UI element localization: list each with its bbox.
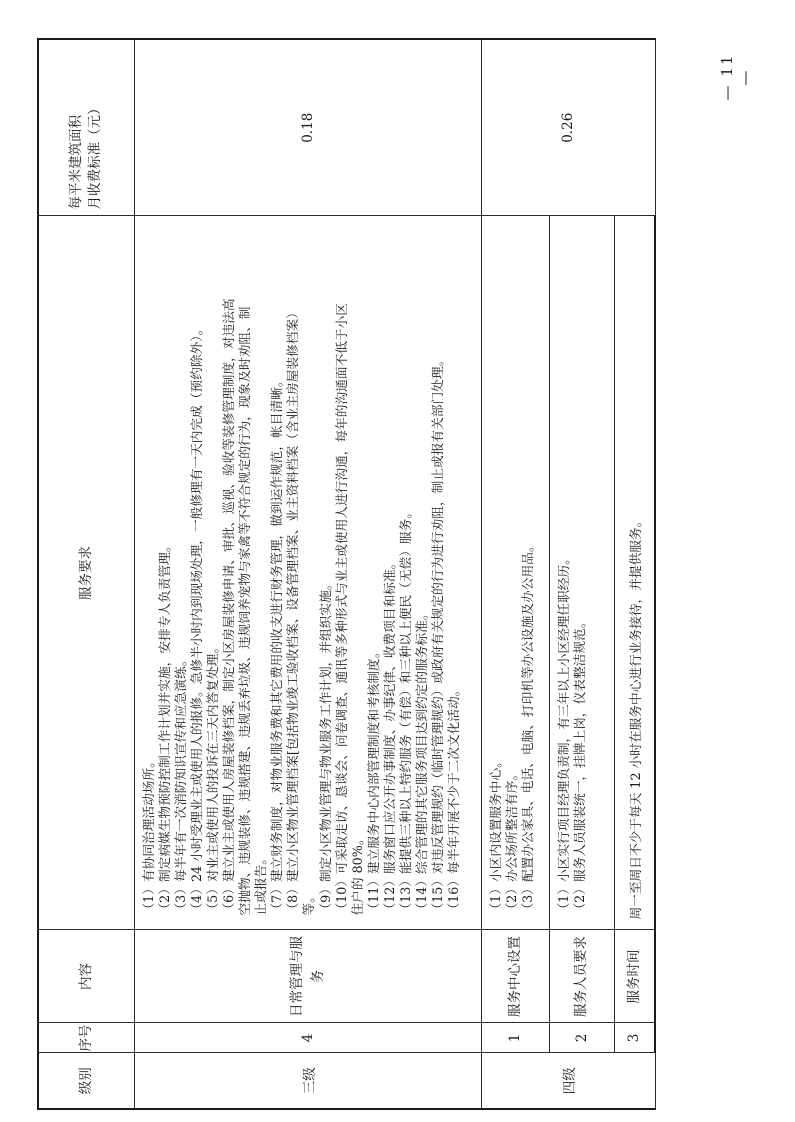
requirement-line: （9）制定小区物业管理与物业服务工作计划，并组织实施。 (317, 577, 333, 916)
service-standard-table (37, 38, 656, 1110)
header-content: 内容 (38, 930, 134, 1023)
requirement-line: 空抛物、违规装修、违规搭建、违规丢弃垃圾、违规饲养宠物与家禽等不符合规定的行为，现象及时劝阻、制 (237, 306, 253, 916)
header-fee (38, 39, 134, 216)
header-row (38, 39, 134, 1109)
content-cell: 日常管理与服务 (134, 930, 481, 1023)
page-number: — 11 — (718, 53, 754, 101)
requirement-line: （10）可采取走访、恳谈会、问卷调查、通讯等多种形式与业主或使用人进行沟通，每年的沟通面不低于小区 (333, 303, 349, 916)
requirements-cell (549, 216, 614, 930)
fee-cell: 0.26 (481, 39, 655, 216)
seq-cell: 4 (134, 1023, 481, 1053)
requirement-line: （3）每半年有一次消防知识宣传和应急演练。 (172, 653, 188, 916)
requirement-line: （1）小区内设置服务中心。 (487, 755, 503, 916)
header-seq: 序号 (38, 1023, 134, 1053)
header-level: 级别 (38, 1053, 134, 1109)
level-cell: 四级 (481, 1053, 655, 1109)
header-fee-line1: 每平米建筑面积 (68, 115, 85, 210)
content-cell: 服务中心设置 (481, 930, 549, 1023)
seq-cell: 2 (549, 1023, 614, 1053)
content-cell: 服务时间 (614, 930, 655, 1023)
requirement-line: （15）对违反管理规约（临时管理规约）或政府有关规定的行为进行劝阻，制止或报有关部门处理。 (430, 353, 446, 916)
requirement-line: （8）建立小区物业管理档案[包括物业竣工验收档案、设备管理档案、业主资料档案（含业主房屋装修档案） (285, 306, 301, 916)
requirements-cell: 周一至周日不少于每天 12 小时在服务中心进行业务接待，并提供服务。 (614, 216, 655, 930)
requirement-line: （11）建立服务中心内部管理制度和考核制度。 (365, 645, 381, 916)
header-requirements: 服务要求 (38, 216, 134, 930)
requirement-line: （6）建立业主或使用人房屋装修档案，制定小区房屋装修申请、审批、巡视、验收等装修管理制度，对违法高 (220, 298, 236, 916)
seq-cell: 1 (481, 1023, 549, 1053)
requirement-line: （2）服务人员服装统一，挂牌上岗，仪表整洁规范。 (571, 615, 587, 916)
requirement-line: （13）能提供三种以上特约服务（有偿）和三种以上便民（无偿）服务。 (398, 506, 413, 916)
requirements-cell (481, 216, 549, 930)
requirement-line: 等。 (301, 890, 317, 916)
requirement-line: （4）24 小时受理业主或使用人的报修。急修半小时内到现场处理，一般修理有一天内完成（预约除外）。 (188, 322, 204, 916)
requirement-line: 住户的 80%。 (349, 832, 365, 916)
requirement-line: （2）制定病媒生物预防控制工作计划并实施，安排专人负责管理。 (156, 539, 172, 916)
requirement-line: （3）配置办公家具、电话、电脑、打印机等办公设施及办公用品。 (519, 539, 535, 916)
requirement-line: （7）建立财务制度，对物业服务费和其它费用的收支进行财务管理，做到运作规范，帐目清晰。 (269, 374, 285, 916)
requirement-line: （14）综合管理的其它服务项目达到约定的服务标准。 (414, 607, 430, 916)
requirement-line: （12）服务窗口应公开办事制度、办事纪律、收费项目和标准。 (381, 556, 397, 916)
requirement-line: 止或报告。 (253, 852, 269, 916)
requirement-line: （5）对业主或使用人的投诉在三天内答复处理。 (204, 640, 220, 916)
requirements-cell (134, 216, 481, 930)
table-row (481, 39, 549, 1109)
table-row (134, 39, 481, 1109)
requirement-line: （1）有协同治理活动场所。 (140, 755, 156, 916)
requirement-line: （16）每半年开展不少于二次文化活动。 (446, 683, 462, 916)
fee-cell: 0.18 (134, 39, 481, 216)
content-cell: 服务人员要求 (549, 930, 614, 1023)
level-cell: 三级 (134, 1053, 481, 1109)
requirement-line: （1）小区实行项目经理负责制，有三年以上小区经理任职经历。 (555, 552, 571, 916)
seq-cell: 3 (614, 1023, 655, 1053)
header-fee-line2: 月收费标准（元） (87, 101, 104, 210)
requirement-line: （2）办公场所整洁有序。 (503, 767, 519, 916)
